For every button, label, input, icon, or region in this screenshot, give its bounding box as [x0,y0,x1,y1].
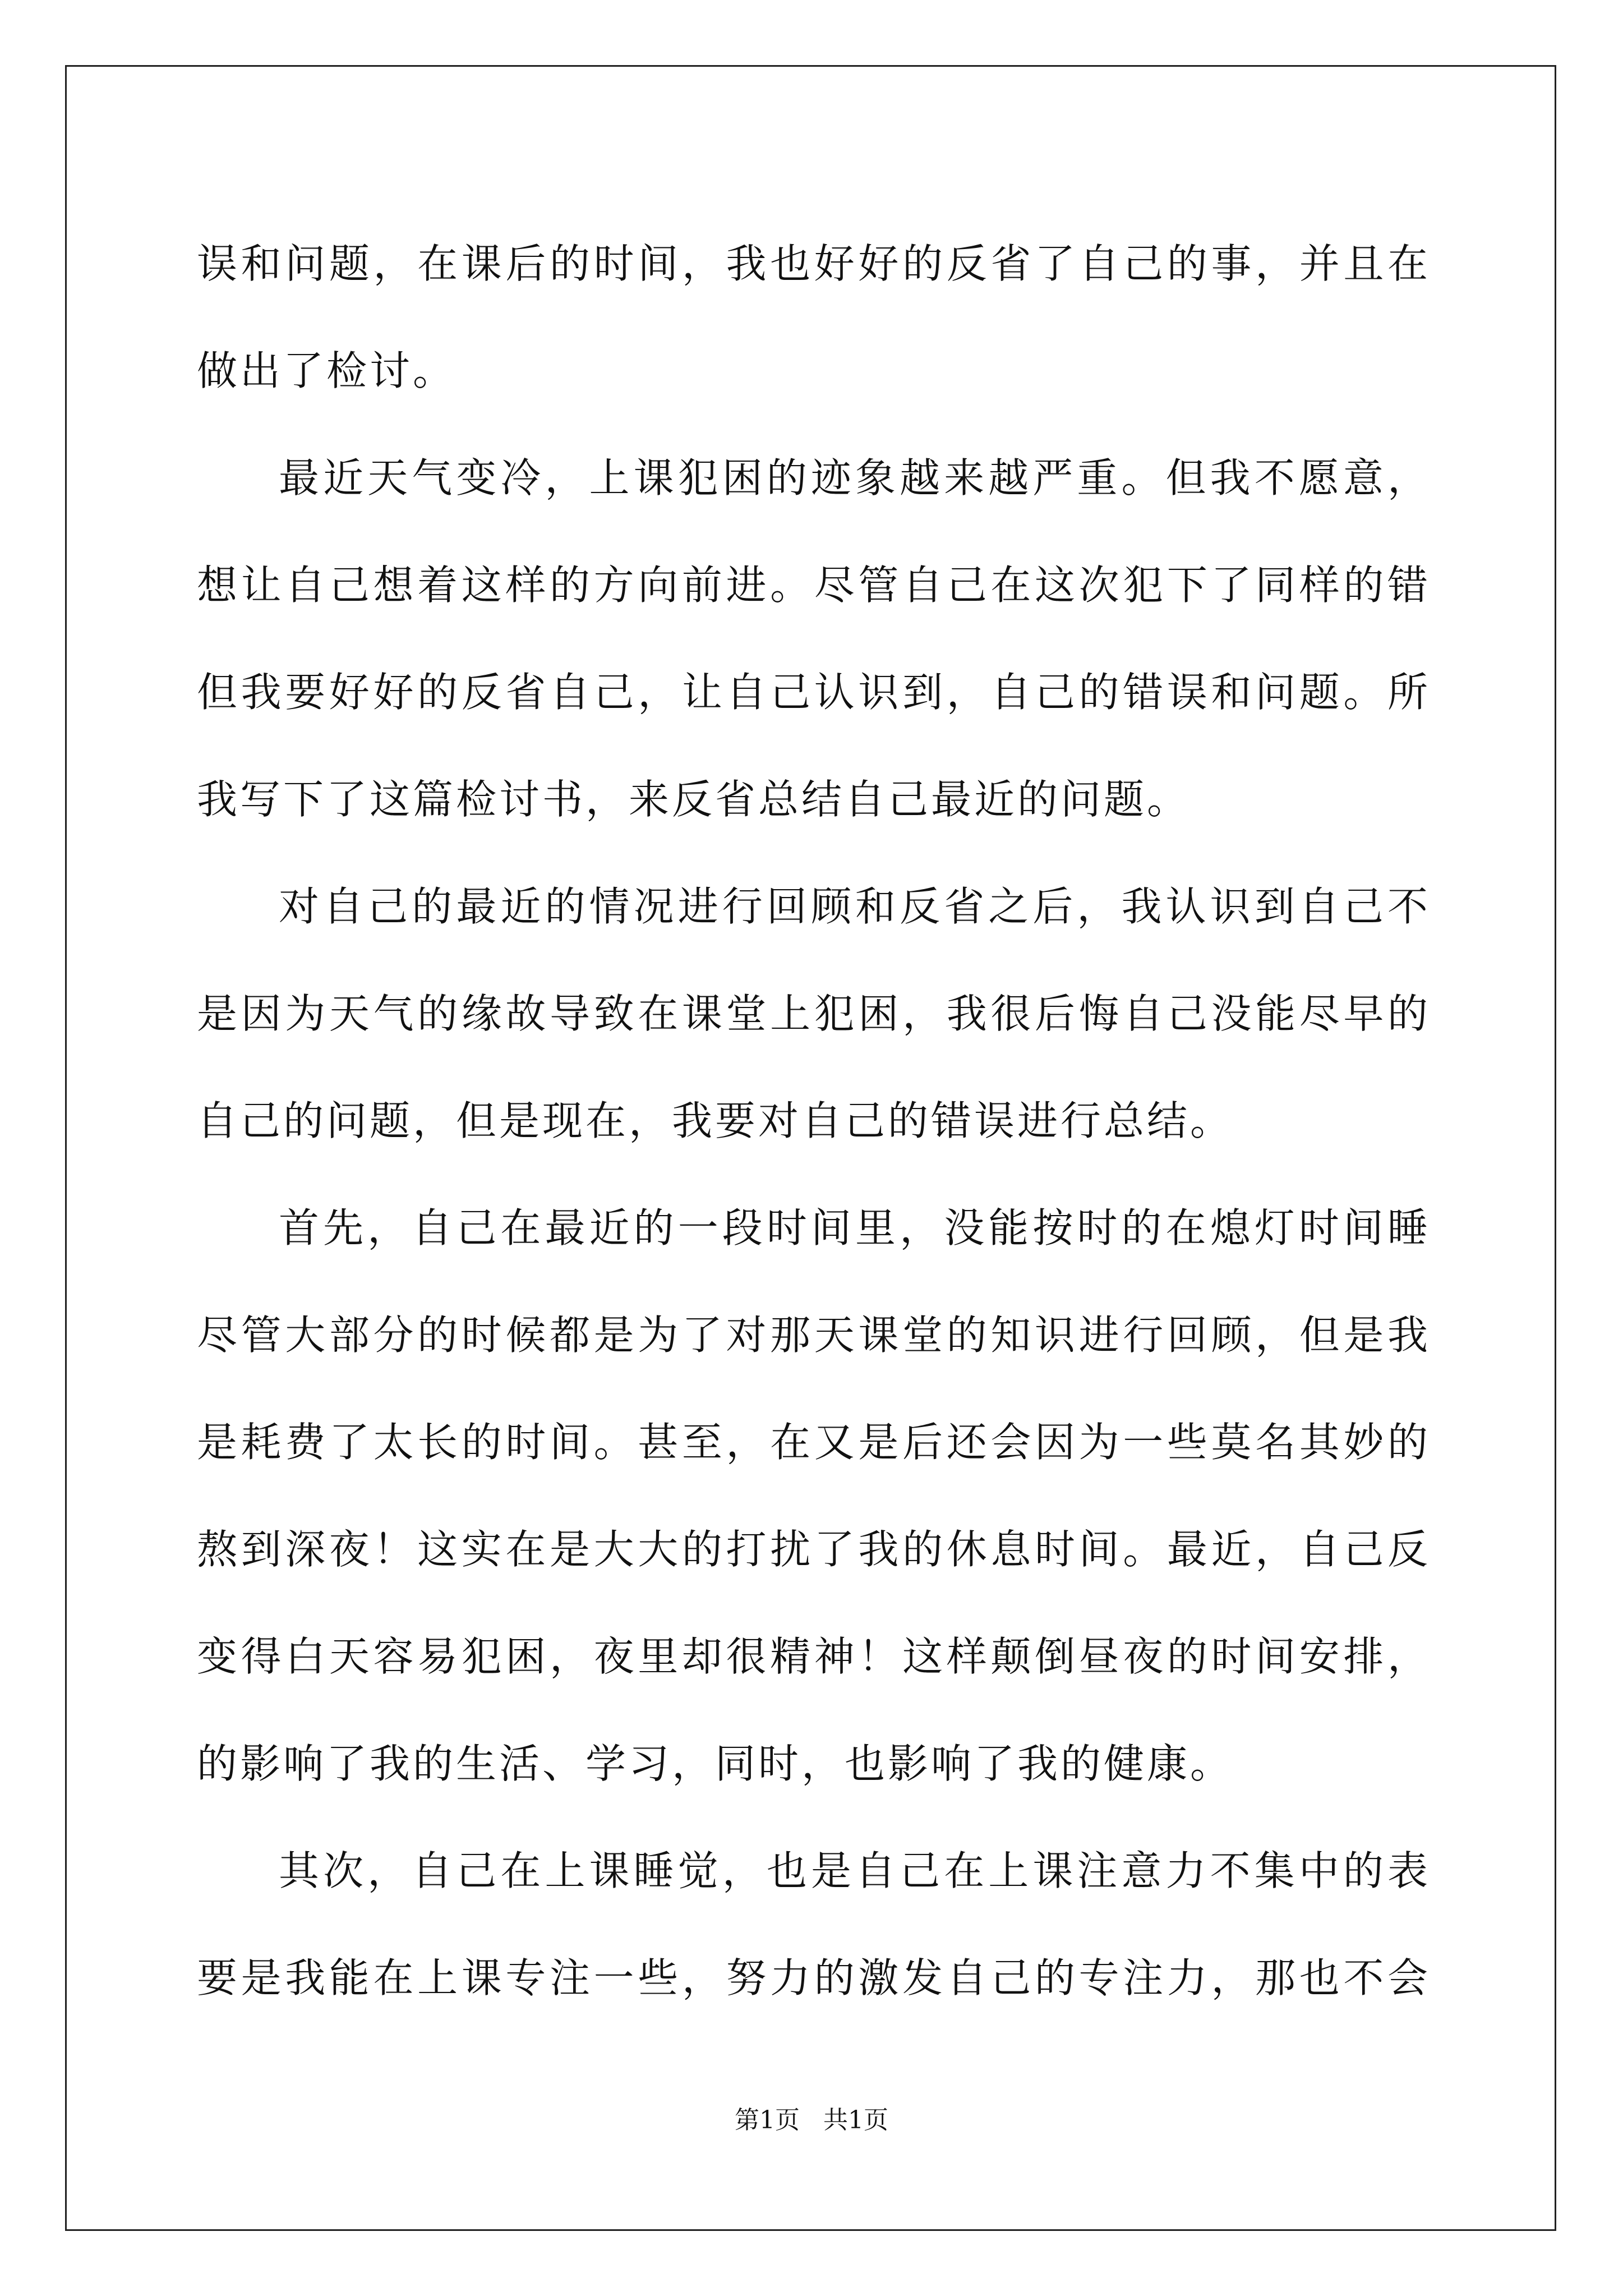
text-line: 熬到深夜！这实在是大大的打扰了我的休息时间。最近，自己反 [197,1526,1431,1573]
paragraph-start-line: 其次，自己在上课睡觉，也是自己在上课注意力不集中的表 [279,1847,1431,1894]
text-line: 但我要好好的反省自己，让自己认识到，自己的错误和问题。所 [197,669,1431,716]
text-line: 想让自己想着这样的方向前进。尽管自己在这次犯下了同样的错 [197,562,1431,609]
text-line: 的影响了我的生活、学习，同时，也影响了我的健康。 [197,1740,1234,1787]
paragraph-start-line: 首先，自己在最近的一段时间里，没能按时的在熄灯时间睡 [279,1204,1431,1251]
text-line: 做出了检讨。 [197,347,457,394]
page-number-footer: 第1页 共1页 [735,2106,888,2134]
text-line: 我写下了这篇检讨书，来反省总结自己最近的问题。 [197,776,1191,823]
paragraph-start-line: 最近天气变冷，上课犯困的迹象越来越严重。但我不愿意， [279,454,1431,501]
text-line: 误和问题，在课后的时间，我也好好的反省了自己的事，并且在 [197,240,1431,287]
paragraph-start-line: 对自己的最近的情况进行回顾和反省之后，我认识到自己不 [279,883,1431,930]
text-line: 是因为天气的缘故导致在课堂上犯困，我很后悔自己没能尽早的 [197,990,1431,1037]
text-line: 尽管大部分的时候都是为了对那天课堂的知识进行回顾，但是我 [197,1312,1431,1359]
text-line: 自己的问题，但是现在，我要对自己的错误进行总结。 [197,1097,1234,1144]
document-body [197,210,1431,2032]
text-line: 要是我能在上课专注一些，努力的激发自己的专注力，那也不会 [197,1954,1431,2001]
text-line: 变得白天容易犯困，夜里却很精神！这样颠倒昼夜的时间安排， [197,1633,1431,1680]
text-line: 是耗费了太长的时间。甚至，在又是后还会因为一些莫名其妙的 [197,1419,1431,1466]
